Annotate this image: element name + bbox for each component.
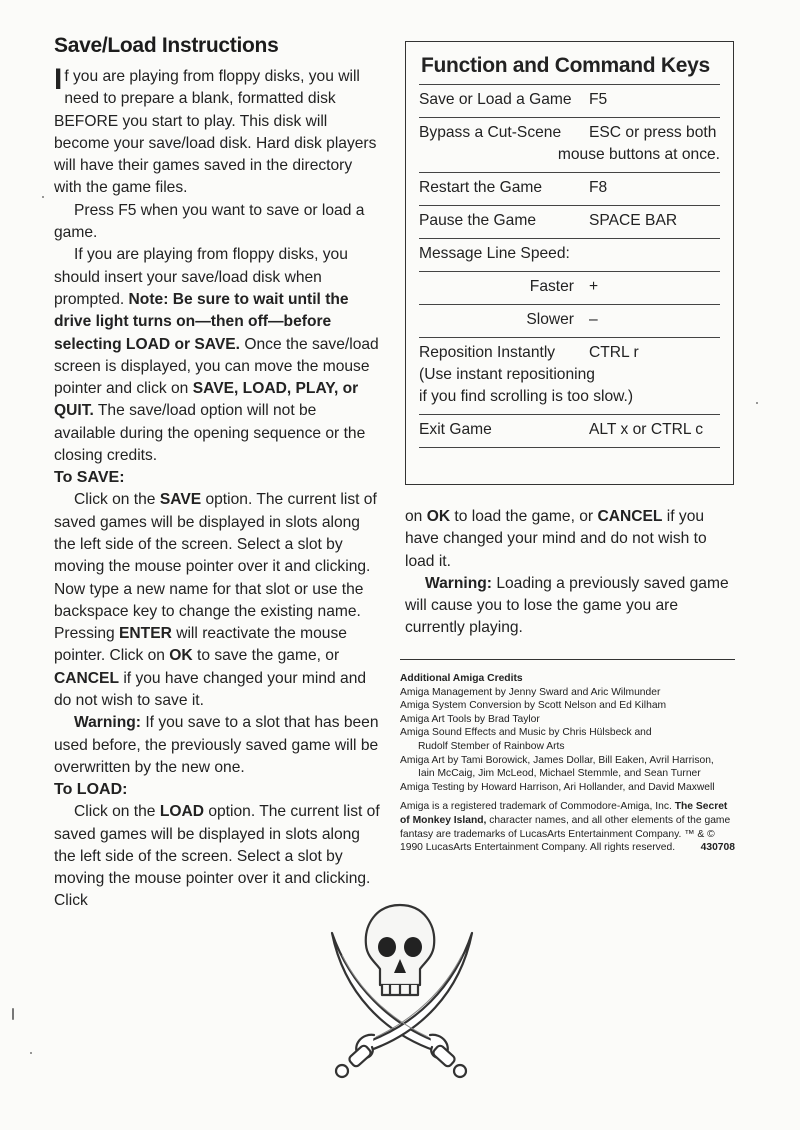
- credit-line: Amiga Management by Jenny Sward and Aric Wilmunder: [400, 686, 661, 698]
- to-load-heading: To LOAD:: [54, 781, 128, 799]
- save-text-a: Click on the: [74, 491, 160, 509]
- save-warning-text: If you save to a slot that has been used before, the previously saved game will be overwritten by the new one.: [54, 714, 379, 776]
- legal-notice: [400, 800, 735, 854]
- game-title: The Secret of Monkey Island,: [400, 801, 728, 826]
- legal-text-a: Amiga is a registered trademark of Commodore-Amiga, Inc.: [400, 801, 675, 813]
- press-f5-paragraph: Press F5 when you want to save or load a game.: [54, 201, 365, 242]
- key-row-speed: [419, 238, 720, 271]
- load-keyword: LOAD: [159, 803, 204, 821]
- load-warning-text: Loading a previously saved game will cause you to lose the game you are currently playing.: [405, 574, 729, 637]
- function-keys-box: [405, 41, 734, 485]
- cont-text-e: if you have changed your mind and do not wish to load it.: [405, 508, 707, 570]
- product-code: 430708: [700, 842, 735, 854]
- page-title: Save/Load Instructions: [54, 34, 279, 57]
- ok-keyword: OK: [169, 647, 193, 665]
- cancel-keyword: CANCEL: [54, 669, 119, 687]
- key-value-continued: mouse buttons at once.: [557, 146, 720, 163]
- enter-keyword: ENTER: [119, 625, 172, 643]
- to-save-heading: To SAVE:: [54, 469, 125, 487]
- key-label: Message Line Speed:: [419, 245, 570, 262]
- key-label: Bypass a Cut-Scene: [419, 124, 562, 141]
- save-load-column: [54, 34, 380, 913]
- key-value: F8: [589, 179, 608, 196]
- keybox-divider: [419, 447, 720, 448]
- floppy-text-a: If you are playing from floppy disks, you should insert your save/load disk when prompted.: [54, 246, 348, 308]
- credit-line: Rudolf Stember of Rainbow Arts: [418, 740, 565, 752]
- credits-heading: Additional Amiga Credits: [400, 673, 523, 684]
- menu-options: SAVE, LOAD, PLAY, or QUIT.: [54, 380, 359, 420]
- save-text-c: option. The current list of saved games will be displayed in slots along the left side of the screen. Select a slot by moving the mouse pointer over it and clicking. Now type a new name for that slot or use the backspace key to change the existing name. Pressing: [54, 491, 377, 643]
- cont-text-a: on: [405, 508, 427, 525]
- key-label: Faster: [529, 278, 574, 295]
- key-row-faster: [419, 271, 720, 304]
- save-text-g: to save the game, or: [192, 647, 340, 665]
- key-value: F5: [589, 91, 608, 108]
- load-continuation-paragraph: [405, 506, 735, 573]
- load-text-a: Click on the: [74, 803, 160, 821]
- key-label: Reposition Instantly: [419, 344, 556, 361]
- credit-line: Amiga System Conversion by Scott Nelson and Ed Kilham: [400, 700, 667, 712]
- warning-label: Warning:: [74, 714, 141, 732]
- key-row-exit: [419, 414, 720, 447]
- intro-paragraph: [54, 63, 380, 200]
- credit-line: Amiga Sound Effects and Music by Chris Hülsbeck and: [400, 727, 652, 739]
- key-value: +: [589, 278, 599, 295]
- key-row-pause: [419, 205, 720, 238]
- save-text-i: if you have changed your mind and do not wish to save it.: [54, 669, 367, 710]
- scan-speck: [756, 402, 758, 404]
- credit-line: Amiga Testing by Howard Harrison, Ari Hollander, and David Maxwell: [400, 781, 715, 793]
- key-label: Restart the Game: [419, 179, 543, 196]
- skull-crossed-swords-icon: [320, 895, 480, 1080]
- cancel-keyword: CANCEL: [597, 508, 663, 525]
- save-warning-paragraph: [54, 712, 380, 779]
- key-label: Slower: [526, 311, 574, 328]
- cont-text-c: to load the game, or: [450, 508, 598, 525]
- intro-text: f you are playing from floppy disks, you will need to prepare a blank, formatted disk BEFORE you start to play. This disk will become your save/load disk. Hard disk players will have their games saved in the directory with the game files.: [54, 68, 377, 197]
- amiga-credits: [400, 659, 735, 855]
- credit-line: Amiga Art by Tami Borowick, James Dollar, Bill Eaken, Avril Harrison,: [400, 754, 714, 766]
- key-note: (Use instant repositioning: [419, 366, 595, 383]
- save-paragraph: [54, 489, 380, 712]
- save-keyword: SAVE: [159, 491, 202, 509]
- key-label: Exit Game: [419, 421, 492, 438]
- drive-light-note: Note: Be sure to wait until the drive light turns on—then off—before selecting LOAD or SAVE.: [54, 290, 349, 353]
- load-text-c: option. The current list of saved games will be displayed in slots along the left side of the screen. Select a slot by moving the mouse pointer over it and clicking. Click: [54, 803, 380, 910]
- key-value: ESC or press both: [589, 124, 717, 141]
- save-text-e: will reactivate the mouse pointer. Click on: [54, 625, 347, 665]
- floppy-text-b: Once the save/load screen is displayed, you can move the mouse pointer and click on: [54, 335, 379, 398]
- load-continuation-column: [405, 506, 735, 640]
- key-row-reposition: [419, 337, 720, 414]
- scan-speck: [30, 1052, 32, 1054]
- key-value: –: [589, 311, 598, 328]
- key-value: SPACE BAR: [589, 212, 678, 229]
- credit-line: Iain McCaig, Jim McLeod, Michael Stemmle, and Sean Turner: [418, 768, 701, 780]
- key-label: Pause the Game: [419, 212, 537, 229]
- floppy-text-c: The save/load option will not be available during the opening sequence or the closing credits.: [54, 402, 366, 465]
- credit-line: Amiga Art Tools by Brad Taylor: [400, 713, 540, 725]
- keys-title: Function and Command Keys: [421, 54, 710, 77]
- legal-text-c: character names, and all other elements of the game fantasy are trademarks of LucasArts Entertainment Company. ™ & © 1990 LucasArts Entertainment Company. All rights reserved.: [400, 814, 731, 854]
- key-row-slower: [419, 304, 720, 337]
- key-value: ALT x or CTRL c: [589, 421, 704, 438]
- key-row-bypass: [419, 117, 720, 172]
- floppy-paragraph: [54, 244, 380, 467]
- key-row-restart: [419, 172, 720, 205]
- scan-speck: [12, 1008, 14, 1020]
- key-label: Save or Load a Game: [419, 91, 572, 108]
- key-note: if you find scrolling is too slow.): [419, 388, 634, 405]
- scan-speck: [42, 196, 44, 198]
- key-value: CTRL r: [589, 344, 639, 361]
- load-warning-paragraph: [405, 573, 735, 640]
- key-row-save-load: [419, 84, 720, 117]
- drop-cap: I: [54, 63, 63, 96]
- warning-label: Warning:: [425, 574, 492, 592]
- ok-keyword: OK: [426, 508, 451, 525]
